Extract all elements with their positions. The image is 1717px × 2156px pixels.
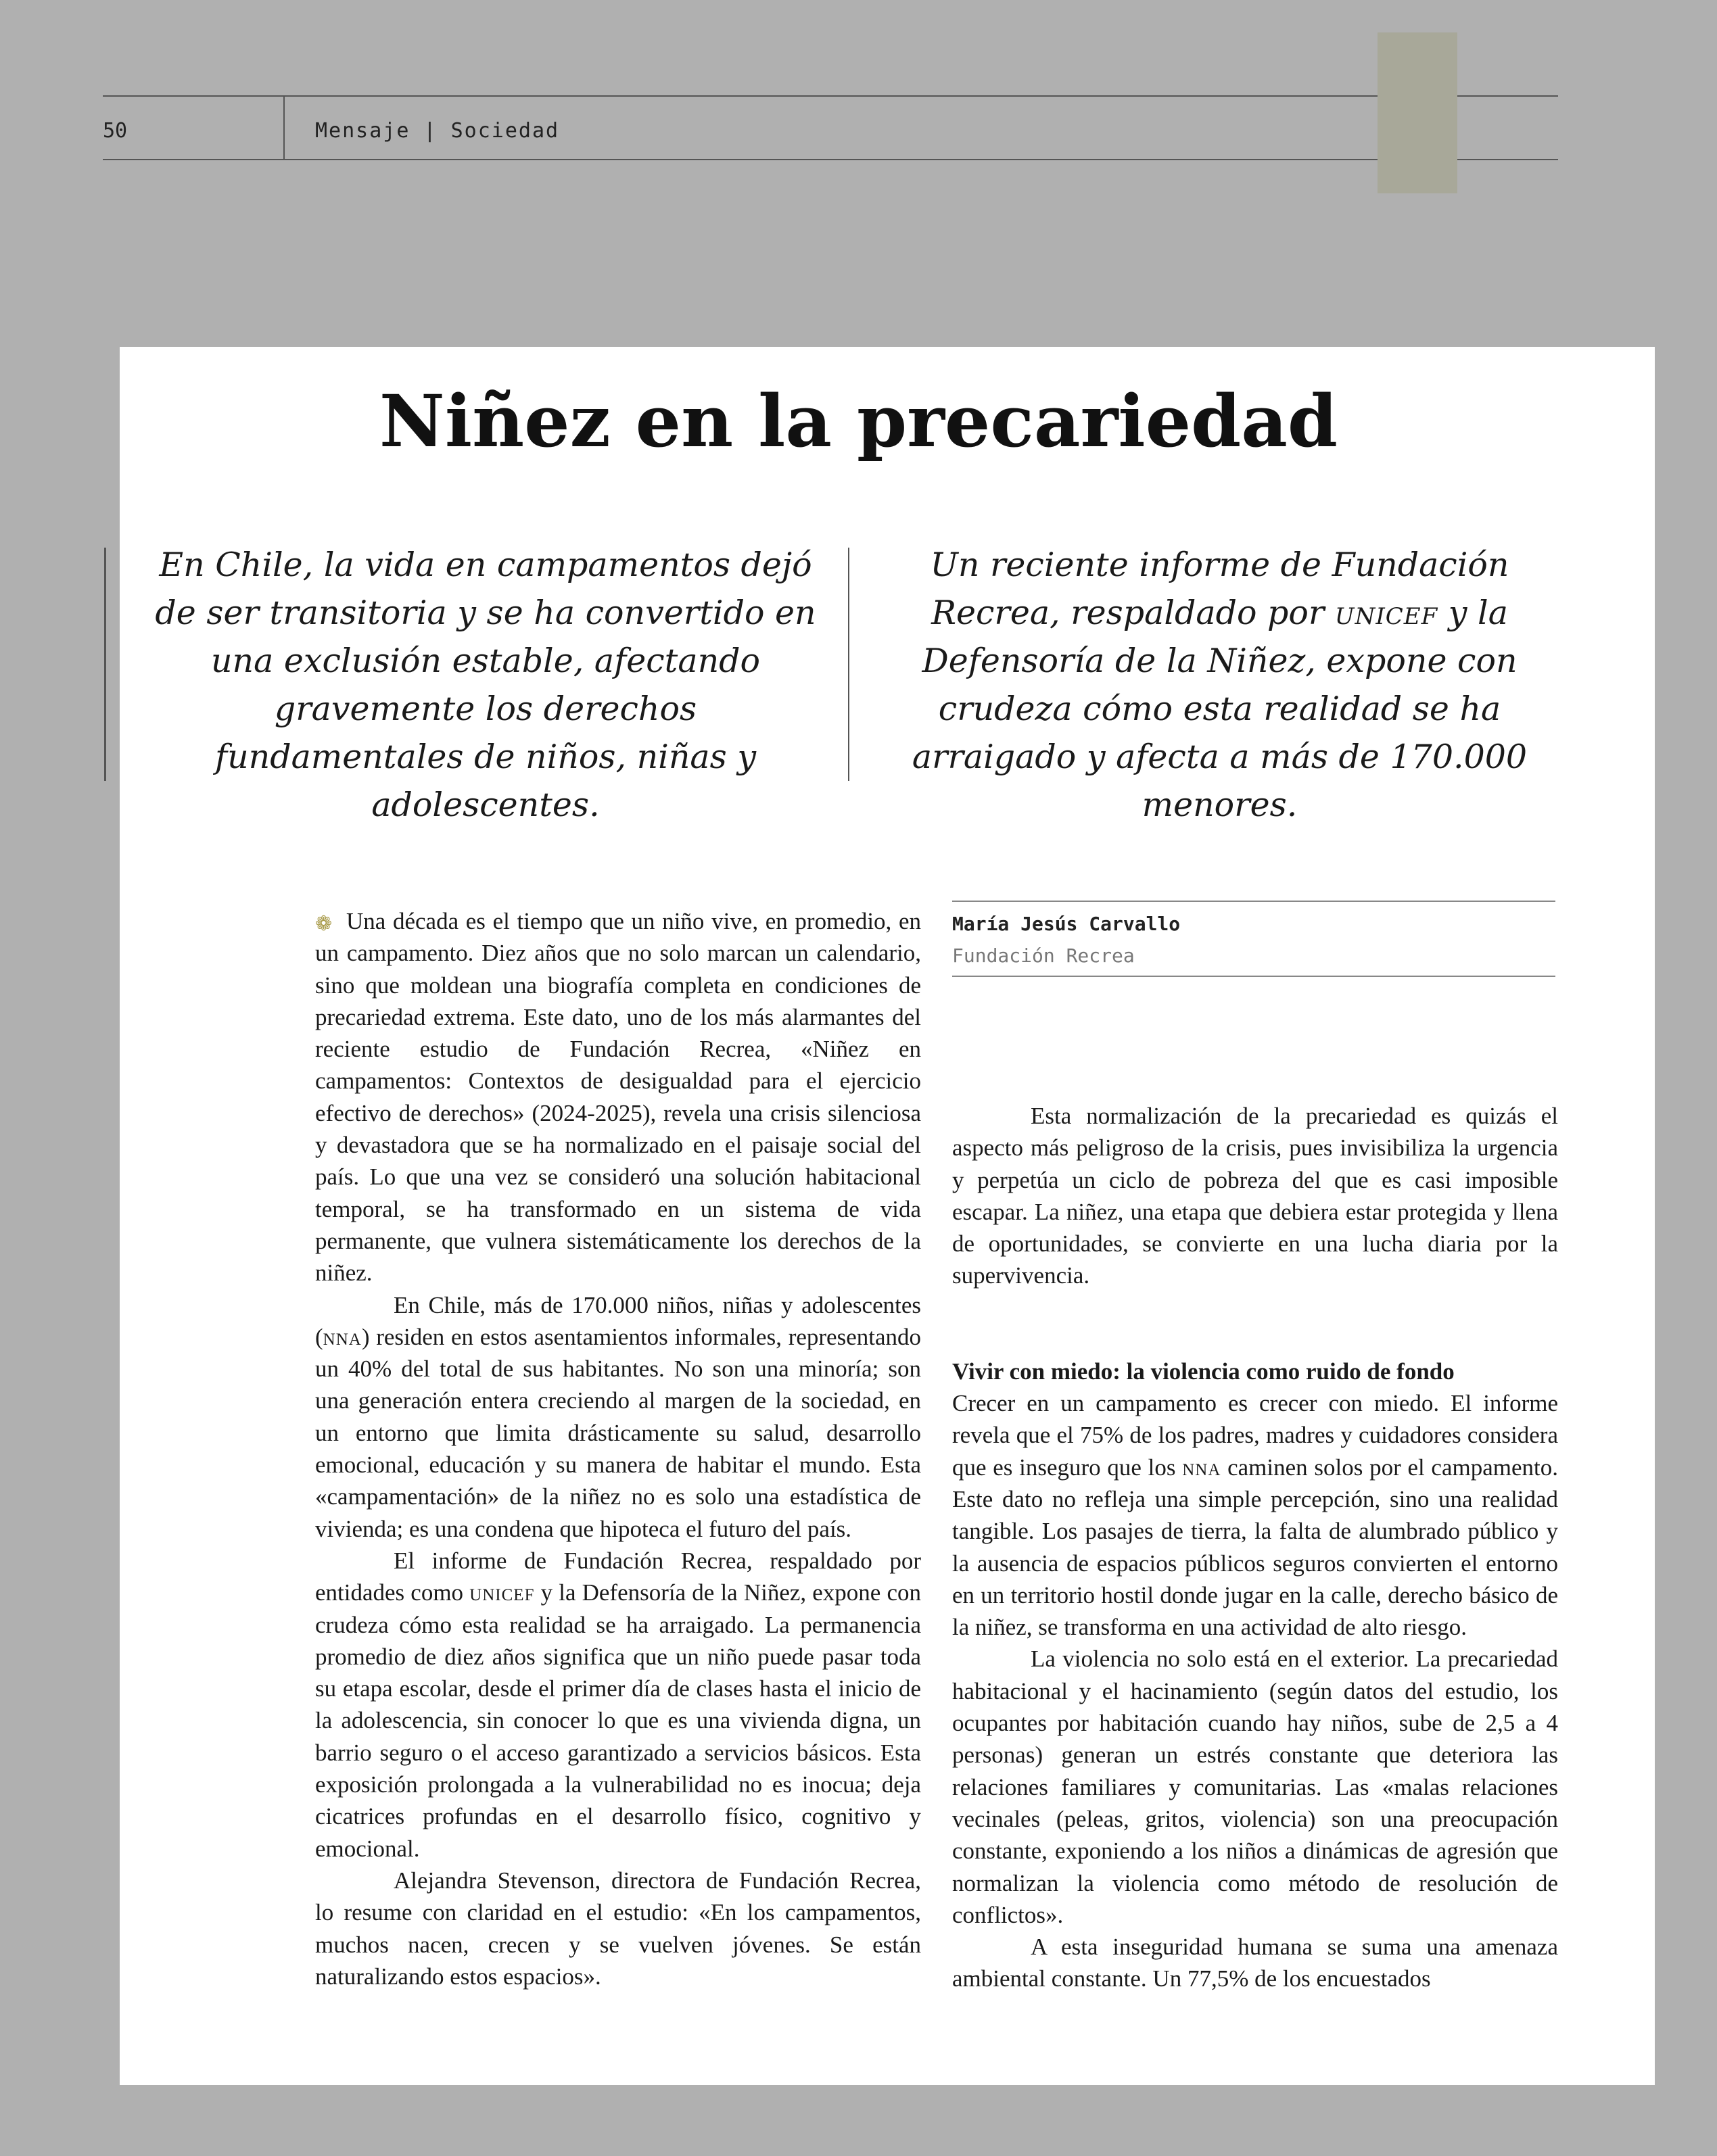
section-tab	[1378, 32, 1457, 193]
author-organization: Fundación Recrea	[952, 944, 1135, 967]
col2-paragraph-4: A esta inseguridad humana se suma una amenaza ambiental constante. Un 77,5% de los encuestados	[952, 1934, 1558, 1992]
author-rule-bottom	[952, 976, 1555, 977]
author-name: María Jesús Carvallo	[952, 913, 1181, 935]
column-left	[315, 905, 921, 1992]
column-right	[952, 1100, 1558, 1995]
col1-paragraph-3: El informe de Fundación Recrea, respaldado por entidades como unicef y la Defensoría de la Niñez, expone con crudeza cómo esta realidad se ha arraigado. La permanencia promedio de diez años significa que un niño puede pasar toda su etapa escolar, desde el primer día de clases hasta el inicio de la adolescencia, sin conocer lo que es una vivienda digna, un barrio seguro o el acceso garantizado a servicios básicos. Esta exposición prolongada a la vulnerabilidad no es inocua; deja cicatrices profundas en el desarrollo físico, cognitivo y emocional.	[315, 1547, 921, 1862]
author-rule-top	[952, 901, 1555, 902]
article-title: Niñez en la precariedad	[379, 379, 1338, 463]
header-rule-top	[103, 95, 1558, 97]
col1-paragraph-2: En Chile, más de 170.000 niños, niñas y adolescentes (nna) residen en estos asentamientos informales, representando un 40% del total de sus habitantes. No son una minoría; son una generación entera creciendo al margen de la sociedad, en un entorno que limita drásticamente su salud, desarrollo emocional, educación y su manera de habitar el mundo. Esta «campamentación» de la niñez no es solo una estadística de vivienda; es una condena que hipoteca el futuro del país.	[315, 1291, 921, 1542]
ornament-icon: ❁	[315, 912, 333, 936]
header-rule-bottom	[103, 159, 1558, 160]
col2-paragraph-2: Crecer en un campamento es crecer con miedo. El informe revela que el 75% de los padres, madres y cuidadores considera que es inseguro que los nna caminen solos por el campamento. Este dato no refleja una simple percepción, sino una realidad tangible. Los pasajes de tierra, la falta de alumbrado público y la ausencia de espacios públicos seguros convierten el entorno en un territorio hostil donde jugar en la calle, derecho básico de la niñez, se transforma en una actividad de alto riesgo.	[952, 1390, 1558, 1641]
col2-paragraph-1: Esta normalización de la precariedad es quizás el aspecto más peligroso de la crisis, pues invisibiliza la urgencia y perpetúa un ciclo de pobreza del que es casi imposible escapar. La niñez, una etapa que debiera estar protegida y llena de oportunidades, se convierte en una lucha diaria por la supervivencia.	[952, 1103, 1558, 1289]
col2-paragraph-3: La violencia no solo está en el exterior. La precariedad habitacional y el hacinamiento (según datos del estudio, los ocupantes por habitación cuando hay niños, sube de 2,5 a 4 personas) generan un estrés constante que deteriora las relaciones familiares y comunitarias. Las «malas relaciones vecinales (peleas, gritos, violencia) son una preocupación constante, exponiendo a los niños a dinámicas de agresión que normalizan la violencia como método de resolución de conflictos».	[952, 1646, 1558, 1928]
lead-divider	[848, 548, 849, 781]
lead-left-rule	[104, 548, 106, 781]
section-label: Mensaje | Sociedad	[315, 119, 560, 143]
col1-paragraph-4: Alejandra Stevenson, directora de Fundación Recrea, lo resume con claridad en el estudio: «En los campamentos, muchos nacen, crecen y se vuelven jóvenes. Se están naturalizando estos espacios».	[315, 1867, 921, 1990]
col1-paragraph-1: Una década es el tiempo que un niño vive, en promedio, en un campamento. Diez años que no solo marcan un calendario, sino que moldean una biografía completa en condiciones de precariedad extrema. Este dato, uno de los más alarmantes del reciente estudio de Fundación Recrea, «Niñez en campamentos: Contextos de desigualdad para el ejercicio efectivo de derechos» (2024-2025), revela una crisis silenciosa y devastadora que se ha normalizado en el paisaje social del país. Lo que una vez se consideró una solución habitacional temporal, se ha transformado en un sistema de vida permanente, que vulnera sistemáticamente los derechos de la niñez.	[315, 908, 921, 1287]
lead-right: Un reciente informe de Fundación Recrea, respaldado por unicef y la Defensoría de la Niñez, expone con crudeza cómo esta realidad se ha arraigado y afecta a más de 170.000 menores.	[912, 546, 1528, 824]
page-number: 50	[103, 119, 128, 143]
lead-left: En Chile, la vida en campamentos dejó de ser transitoria y se ha convertido en una exclusión estable, afectando gravemente los derechos fundamentales de niños, niñas y adolescentes.	[155, 546, 816, 824]
header-divider	[283, 95, 285, 160]
col2-subheading: Vivir con miedo: la violencia como ruido de fondo	[952, 1358, 1455, 1385]
